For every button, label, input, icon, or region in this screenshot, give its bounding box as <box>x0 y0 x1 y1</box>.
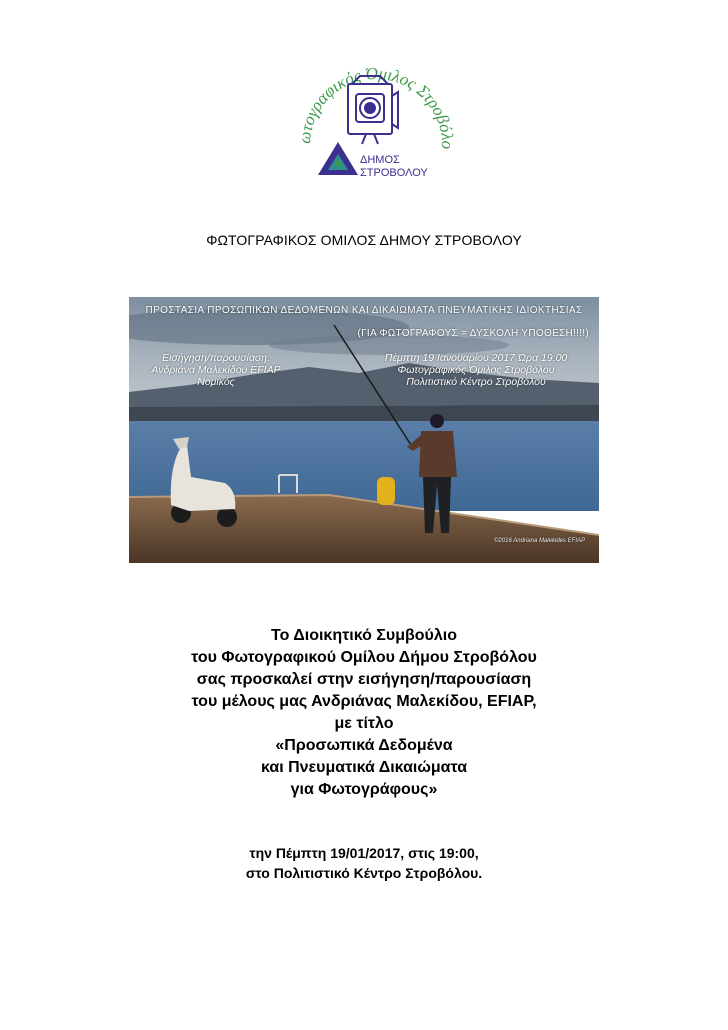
poster-detail-line: Πολιτιστικό Κέντρο Στροβόλου <box>406 376 546 388</box>
poster-event-details <box>361 352 591 388</box>
poster-speaker-line: Ανδριάνα Μαλεκίδου EFIAP <box>151 364 281 376</box>
talk-title-line: για Φωτογράφους» <box>290 781 438 798</box>
municipality-line1: ΔΗΜΟΣ <box>360 154 400 166</box>
poster-detail-line: Φωτογραφικός Όμιλος Στροβόλου <box>397 364 555 376</box>
club-logo <box>248 40 488 182</box>
organization-heading: ΦΩΤΟΓΡΑΦΙΚΟΣ ΟΜΙΛΟΣ ΔΗΜΟΥ ΣΤΡΟΒΟΛΟΥ <box>206 232 522 248</box>
invitation-line: σας προσκαλεί στην εισήγηση/παρουσίαση <box>196 671 532 688</box>
municipality-line2: ΣΤΡΟΒΟΛΟΥ <box>360 167 428 179</box>
talk-title-line: «Προσωπικά Δεδομένα <box>275 737 453 754</box>
invitation-text <box>0 625 728 801</box>
invitation-line: του μέλους μας Ανδριάνας Μαλεκίδου, EFIAP, <box>191 693 537 710</box>
event-date-line: την Πέμπτη 19/01/2017, στις 19:00, <box>249 845 479 861</box>
poster-title: ΠΡΟΣΤΑΣΙΑ ΠΡΟΣΩΠΙΚΩΝ ΔΕΔΟΜΕΝΩΝ ΚΑΙ ΔΙΚΑΙΩΜΑΤΑ ΠΝΕΥΜΑΤΙΚΗΣ ΙΔΙΟΚΤΗΣΙΑΣ <box>145 305 583 316</box>
poster-subtitle: (ΓΙΑ ΦΩΤΟΓΡΑΦΟΥΣ = ΔΥΣΚΟΛΗ ΥΠΟΘΕΣΗ!!!!) <box>357 328 589 339</box>
municipality-emblem-icon <box>318 142 358 175</box>
event-date-venue <box>0 843 728 883</box>
event-venue-line: στο Πολιτιστικό Κέντρο Στροβόλου. <box>245 865 483 881</box>
poster-speaker <box>141 352 291 388</box>
poster-copyright: ©2016 Andriana Malekides EFIAP <box>494 538 585 544</box>
talk-title-line: και Πνευματικά Δικαιώματα <box>260 759 468 776</box>
logo-arc-text: ωτογραφικός Όμιλος Στροβόλο <box>294 63 458 150</box>
event-poster <box>129 297 599 563</box>
invitation-line: του Φωτογραφικού Ομίλου Δήμου Στροβόλου <box>191 649 537 666</box>
poster-speaker-line: Εισήγηση/παρουσίαση: <box>162 352 270 364</box>
invitation-line: με τίτλο <box>334 715 394 732</box>
poster-speaker-line: Νομικός <box>197 376 235 388</box>
invitation-line: Το Διοικητικό Συμβούλιο <box>271 627 457 644</box>
poster-detail-line: Πέμπτη 19 Ιανουαρίου 2017 Ώρα 19:00 <box>384 352 568 364</box>
